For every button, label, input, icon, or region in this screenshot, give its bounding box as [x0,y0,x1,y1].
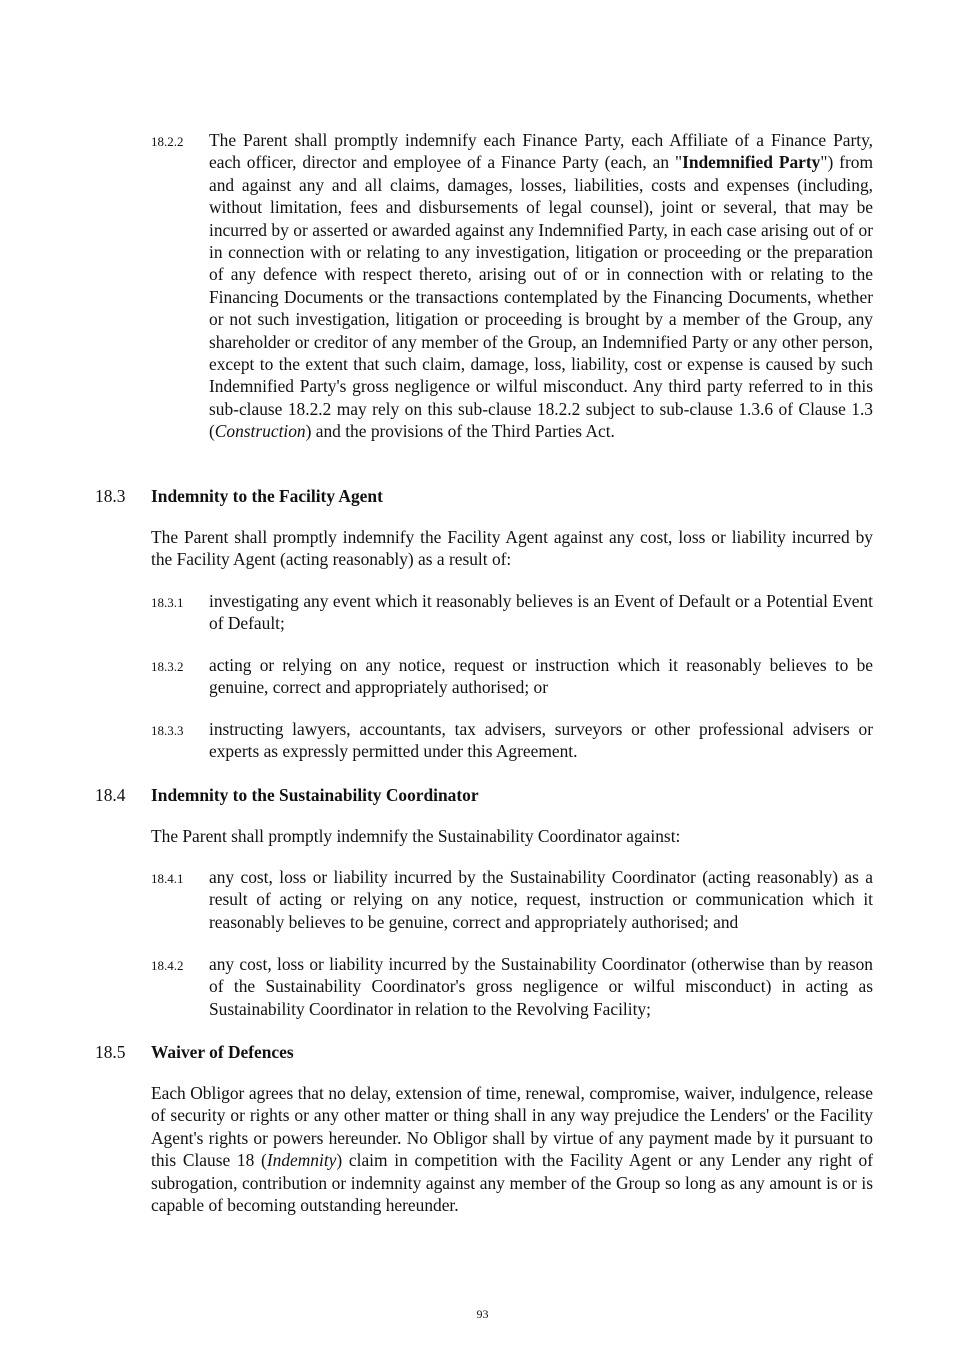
section-heading: Waiver of Defences [151,1042,294,1062]
section-intro: The Parent shall promptly indemnify the Sustainability Coordinator against: [151,826,681,846]
clause-text: acting or relying on any notice, request or instruction which it reasonably believes to be genuine, correct and appropriately authorised; or [209,655,873,698]
clause-text: instructing lawyers, accountants, tax advisers, surveyors or other professional advisers or experts as expressly permitted under this Agreement. [209,719,873,762]
clause-text: any cost, loss or liability incurred by the Sustainability Coordinator (otherwise than by reason of the Sustainability Coordinator's gross negligence or wilful misconduct) in acting as Sustainability Coordinator in relation to the Revolving Facility; [209,954,873,1019]
section-heading: Indemnity to the Sustainability Coordinator [151,785,479,805]
clause-number: 18.3.1 [151,595,184,610]
section-heading: Indemnity to the Facility Agent [151,486,383,506]
clause-number: 18.4.1 [151,871,184,886]
clause-number: 18.2.2 [151,134,184,149]
section-number: 18.3 [95,486,126,506]
italic-reference: Indemnity [266,1150,337,1171]
italic-reference: Construction [214,421,306,442]
section-number: 18.5 [95,1042,126,1062]
section-intro: The Parent shall promptly indemnify the Facility Agent against any cost, loss or liability incurred by the Facility Agent (acting reasonably) as a result of: [151,527,873,570]
defined-term: Indemnified Party [682,152,821,173]
clause-text: investigating any event which it reasonably believes is an Event of Default or a Potential Event of Default; [209,591,873,634]
clause-18-2-2-text: The Parent shall promptly indemnify each Finance Party, each Affiliate of a Finance Party, each officer, director and employee of a Finance Party (each, an "Indemnified Party") from and against any and all claims, damages, losses, liabilities, costs and expenses (including, without limitation, fees and disbursements of legal counsel), joint or several, that may be incurred by or asserted or awarded against any Indemnified Party, in each case arising out of or in connection with or relating to any investigation, litigation or proceeding or the preparation of any defence with respect thereto, arising out of or in connection with or relating to the Financing Documents or the transactions contemplated by the Financing Documents, whether or not such investigation, litigation or proceeding is brought by a member of the Group, any shareholder or creditor of any member of the Group, an Indemnified Party or any other person, except to the extent that such claim, damage, loss, liability, cost or expense is caused by such Indemnified Party's gross negligence or wilful misconduct. Any third party referred to in this sub-clause 18.2.2 may rely on this sub-clause 18.2.2 subject to sub-clause 1.3.6 of Clause 1.3 (Construction) and the provisions of the Third Parties Act. [209,130,873,442]
clause-number: 18.4.2 [151,958,184,973]
clause-text: any cost, loss or liability incurred by the Sustainability Coordinator (acting reasonably) as a result of acting or relying on any notice, request, instruction or communication which it reasonably believes to be genuine, correct and appropriately authorised; and [209,867,873,932]
clause-number: 18.3.3 [151,723,184,738]
page-number: 93 [476,1307,489,1321]
section-number: 18.4 [95,785,126,805]
section-body: Each Obligor agrees that no delay, extension of time, renewal, compromise, waiver, indulgence, release of security or rights or any other matter or thing shall in any way prejudice the Lenders' or the Facility Agent's rights or powers hereunder. No Obligor shall by virtue of any payment made by it pursuant to this Clause 18 (Indemnity) claim in competition with the Facility Agent or any Lender any right of subrogation, contribution or indemnity against any member of the Group so long as any amount is or is capable of becoming outstanding hereunder. [151,1083,874,1216]
clause-number: 18.3.2 [151,659,184,674]
